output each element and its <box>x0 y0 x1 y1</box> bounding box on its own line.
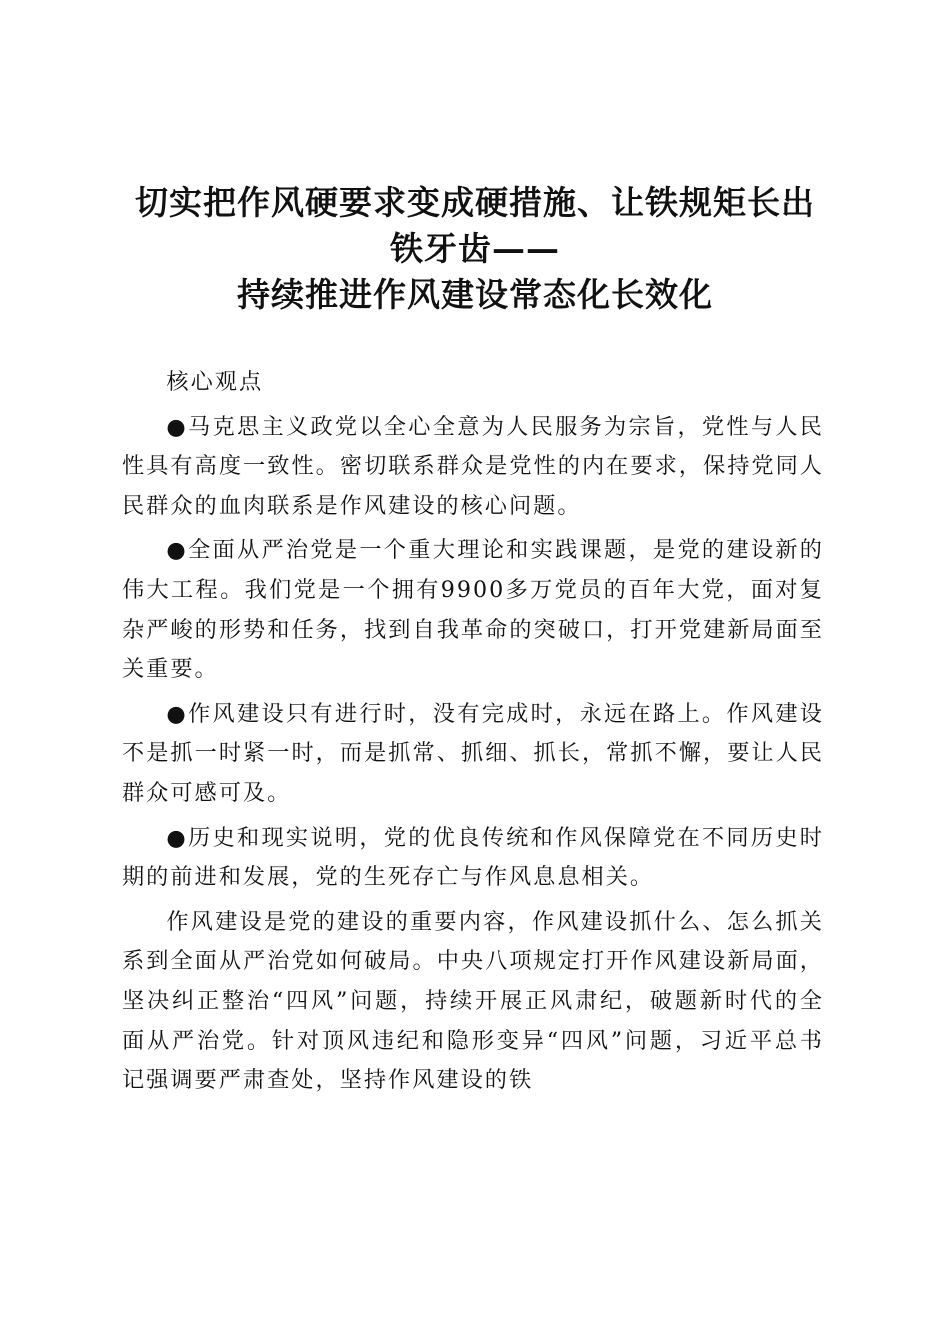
document-body <box>122 363 824 1106</box>
title-line-1: 切实把作风硬要求变成硬措施、让铁规矩长出 <box>135 183 815 222</box>
bullet-point-3: ●作风建设只有进行时，没有完成时，永远在路上。作风建设不是抓一时紧一时，而是抓常、抓细、抓长，常抓不懈，要让人民群众可感可及。 <box>122 700 824 806</box>
section-label: 核心观点 <box>166 369 264 395</box>
title-line-3: 持续推进作风建设常态化长效化 <box>237 275 713 314</box>
bullet-point-2: ●全面从严治党是一个重大理论和实践课题，是党的建设新的伟大工程。我们党是一个拥有9900多万党员的百年大党，面对复杂严峻的形势和任务，找到自我革命的突破口，打开党建新局面至关重要。 <box>122 537 824 683</box>
title-line-2: 铁牙齿—— <box>390 229 560 268</box>
document-title <box>112 180 838 318</box>
body-paragraph: 作风建设是党的建设的重要内容，作风建设抓什么、怎么抓关系到全面从严治党如何破局。中央八项规定打开作风建设新局面，坚决纠正整治“四风”问题，持续开展正风肃纪，破题新时代的全面从严治党。针对顶风违纪和隐形变异“四风”问题，习近平总书记强调要严肃查处，坚持作风建设的铁 <box>122 908 824 1094</box>
bullet-point-1: ●马克思主义政党以全心全意为人民服务为宗旨，党性与人民性具有高度一致性。密切联系群众是党性的内在要求，保持党同人民群众的血肉联系是作风建设的核心问题。 <box>122 413 824 519</box>
bullet-point-4: ●历史和现实说明，党的优良传统和作风保障党在不同历史时期的前进和发展，党的生死存亡与作风息息相关。 <box>122 824 824 891</box>
